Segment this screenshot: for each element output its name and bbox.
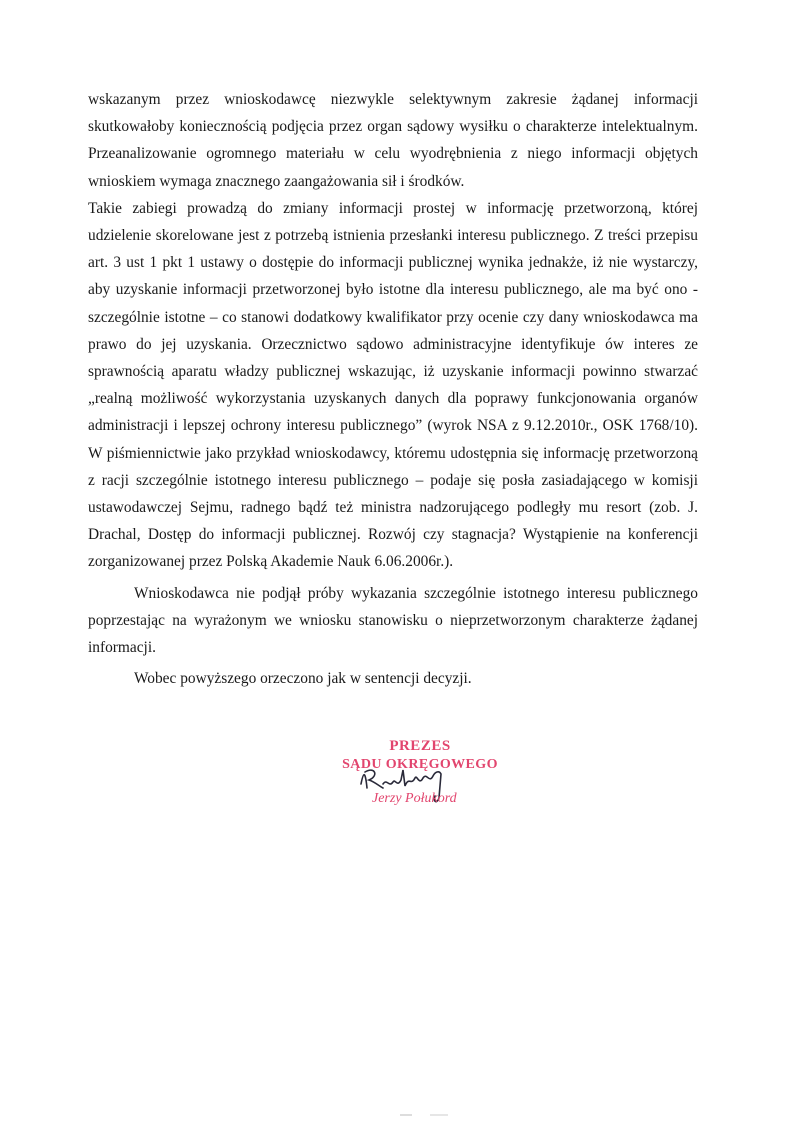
paragraph-4: Wobec powyższego orzeczono jak w sentencji decyzji. bbox=[134, 670, 472, 688]
stamp-court: SĄDU OKRĘGOWEGO bbox=[342, 757, 498, 772]
paragraph-3: Wnioskodawca nie podjął próby wykazania szczególnie istotnego interesu publicznego poprzestając na wyrażonym we wniosku stanowisku o nieprzetworzonym charakterze żądanej informacji. bbox=[88, 584, 698, 657]
scan-artifact bbox=[400, 1112, 460, 1118]
paragraph-2: Takie zabiegi prowadzą do zmiany informacji prostej w informację przetworzoną, której udzielenie skorelowane jest z potrzebą istnienia przesłanki interesu publicznego. Z treści przepisu art. 3 ust 1 pkt 1 ustawy o dostępie do informacji publicznej wynika jednakże, iż nie wystarczy, aby uzyskanie informacji przetworzonej było istotne dla interesu publicznego, ale ma być ono - szczególnie istotne – co stanowi dodatkowy kwalifikator przy ocenie czy dany wnioskodawca ma prawo do jej uzyskania. Orzecznictwo sądowo administracyjne identyfikuje ów interes ze sprawnością aparatu władzy publicznej wskazując, iż uzyskanie informacji powinno stwarzać „realną możliwość wykorzystania uzyskanych danych dla poprawy funkcjonowania organów administracji i lepszej ochrony interesu publicznego” (wyrok NSA z 9.12.2010r., OSK 1768/10). W piśmiennictwie jako przykład wnioskodawcy, któremu udostępnia się informację przetworzoną z racji szczególnie istotnego interesu publicznego – podaje się posła zasiadającego w komisji ustawodawczej Sejmu, radnego bądź też ministra nadzorującego podległy mu resort (zob. J. Drachal, Dostęp do informacji publicznej. Rozwój czy stagnacja? Wystąpienie na konferencji zorganizowanej przez Polską Akademie Nauk 6.06.2006r.). bbox=[88, 199, 698, 571]
paragraph-1: wskazanym przez wnioskodawcę niezwykle selektywnym zakresie żądanej informacji skutkowałoby koniecznością podjęcia przez organ sądowy wysiłku o charakterze intelektualnym. Przeanalizowanie ogromnego materiału w celu wyodrębnienia z niego informacji objętych wnioskiem wymaga znacznego zaangażowania sił i środków. bbox=[88, 91, 698, 190]
stamp-name: Jerzy Połukord bbox=[372, 791, 457, 806]
stamp-title: PREZES bbox=[389, 738, 451, 754]
document-body bbox=[88, 86, 698, 692]
